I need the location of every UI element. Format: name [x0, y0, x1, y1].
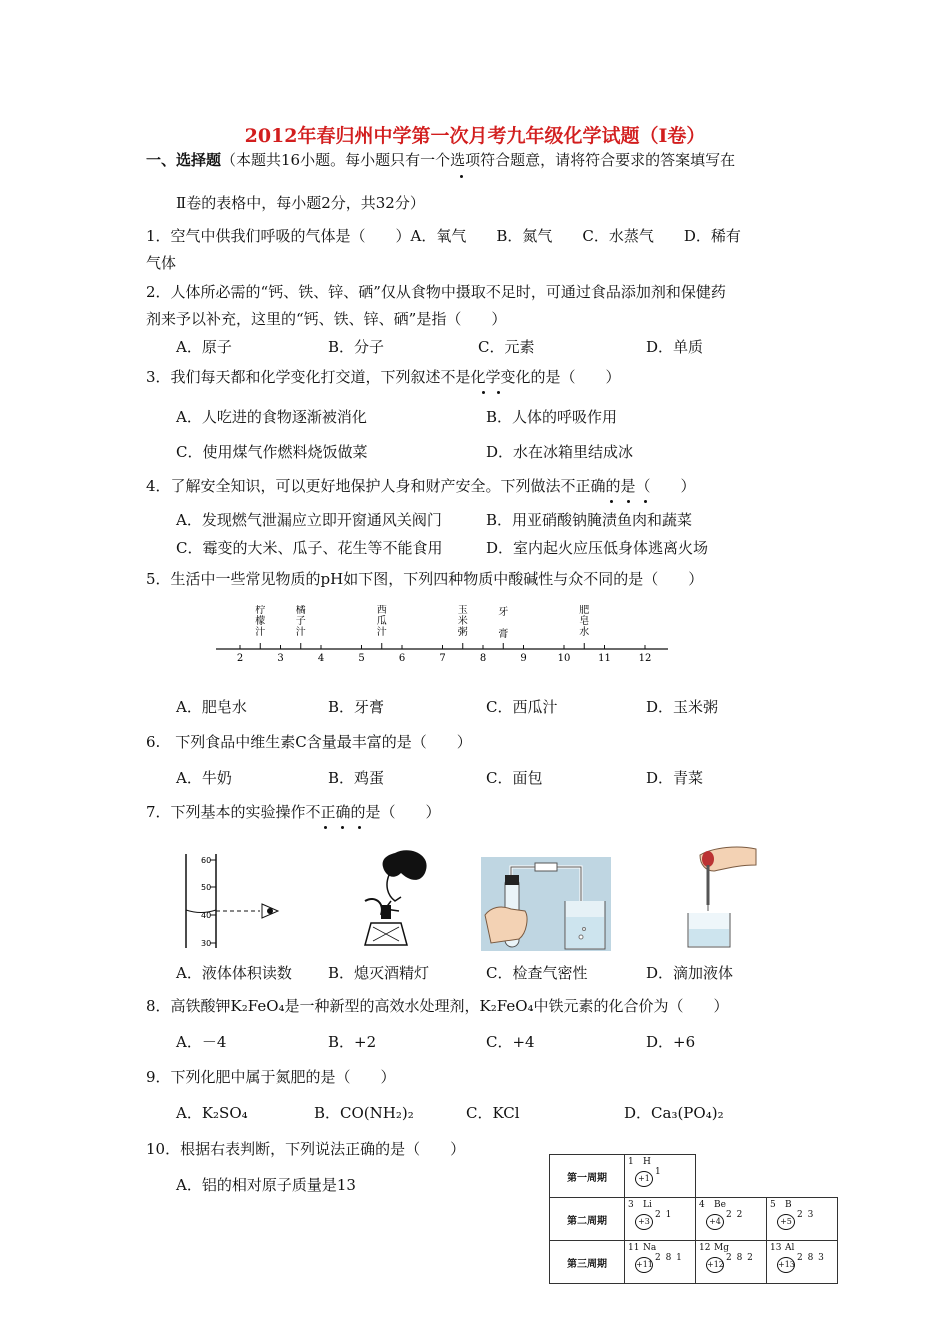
nucleus-icon: +4 [706, 1214, 724, 1230]
q5-option-c: C．西瓜汁 [486, 698, 558, 716]
cylinder-tick-40: 40 [201, 911, 212, 920]
ph-tick-label: 6 [398, 653, 406, 664]
element-cell-Be [696, 1198, 767, 1241]
nucleus-icon: +5 [777, 1214, 795, 1230]
electron-shells: 2 2 [726, 1210, 744, 1220]
cylinder-tick-50: 50 [201, 883, 212, 892]
element-number: 12 [699, 1243, 711, 1253]
cylinder-tick-30: 30 [201, 939, 212, 948]
q2-option-a: A．原子 [176, 338, 232, 356]
q6-stem: 6. 下列食品中维生素C含量最丰富的是（ ） [146, 733, 472, 751]
q2-line1: 2．人体所必需的“钙、铁、锌、硒”仅从食物中摄取不足时，可通过食品添加剂和保健药 [146, 283, 726, 301]
periodic-table [549, 1154, 838, 1284]
q8-option-d: D．+6 [646, 1033, 696, 1051]
emphasis-dot [644, 500, 647, 503]
q1-line1: 1．空气中供我们呼吸的气体是（ ）A．氧气 B．氮气 C．水蒸气 D．稀有 [146, 227, 741, 245]
section-intro-line2: Ⅱ卷的表格中，每小题2分，共32分） [176, 194, 425, 212]
nucleus-icon: +3 [635, 1214, 653, 1230]
q3-option-c: C．使用煤气作燃料烧饭做菜 [176, 443, 368, 461]
ph-tick-label: 8 [479, 653, 487, 664]
nucleus-icon: +13 [777, 1257, 795, 1273]
q9-option-a: A．K₂SO₄ [176, 1104, 248, 1122]
q4-option-b: B．用亚硝酸钠腌渍鱼肉和蔬菜 [486, 511, 693, 529]
electron-shells: 2 3 [797, 1210, 815, 1220]
element-cell-H [625, 1155, 696, 1198]
element-cell-Na [625, 1241, 696, 1284]
emphasis-dot [358, 826, 361, 829]
electron-shells: 1 [655, 1167, 662, 1177]
element-number: 4 [699, 1200, 705, 1210]
q4-stem: 4．了解安全知识，可以更好地保护人身和财产安全。下列做法不正确的是（ ） [146, 477, 696, 495]
period-row-2 [550, 1198, 838, 1241]
airtightness-check-image [481, 857, 611, 951]
q3-stem: 3．我们每天都和化学变化打交道，下列叙述不是化学变化的是（ ） [146, 368, 621, 386]
ph-substance-label: 柠檬汁 [255, 605, 266, 638]
emphasis-dot [324, 826, 327, 829]
q10-option-a: A．铝的相对原子质量是13 [176, 1176, 356, 1194]
ph-tick-label: 2 [236, 653, 244, 664]
q8-option-c: C．+4 [486, 1033, 535, 1051]
period-label-2: 第二周期 [550, 1198, 625, 1241]
q7-option-b: B．熄灭酒精灯 [328, 964, 430, 982]
ph-tick-label: 3 [277, 653, 284, 664]
eye-icon [267, 908, 273, 914]
q7-option-a: A．液体体积读数 [176, 964, 292, 982]
element-cell-Li [625, 1198, 696, 1241]
q3-option-d: D．水在冰箱里结成冰 [486, 443, 634, 461]
q5-option-b: B．牙膏 [328, 698, 385, 716]
q7-option-d: D．滴加液体 [646, 964, 734, 982]
element-number: 11 [628, 1243, 640, 1253]
ph-scale-figure [210, 605, 680, 665]
ph-tick-label: 5 [358, 653, 365, 664]
emphasis-dot [497, 391, 500, 394]
period-label-3: 第三周期 [550, 1241, 625, 1284]
period-row-1 [550, 1155, 838, 1198]
nucleus-icon: +12 [706, 1257, 724, 1273]
electron-shells: 2 8 2 [726, 1253, 754, 1263]
period-label-1: 第一周期 [550, 1155, 625, 1198]
extinguish-lamp-image [355, 845, 445, 951]
q8-option-b: B．+2 [328, 1033, 377, 1051]
q8-option-a: A．－4 [176, 1033, 227, 1051]
ph-substance-label: 橘子汁 [295, 605, 306, 638]
ph-tick-label: 10 [557, 653, 571, 664]
q4-option-d: D．室内起火应压低身体逃离火场 [486, 539, 709, 557]
q5-option-a: A．肥皂水 [176, 698, 247, 716]
element-cell-Mg [696, 1241, 767, 1284]
dropper-image [670, 843, 760, 951]
q6-option-b: B．鸡蛋 [328, 769, 385, 787]
ph-tick-label: 12 [638, 653, 652, 664]
electron-shells: 2 8 3 [797, 1253, 825, 1263]
ph-substance-label: 肥皂水 [579, 605, 590, 638]
ph-tick-label: 7 [439, 653, 446, 664]
q5-option-d: D．玉米粥 [646, 698, 719, 716]
exam-title: 2012年春归州中学第一次月考九年级化学试题（Ⅰ卷） [244, 125, 706, 147]
q5-stem: 5．生活中一些常见物质的pH如下图，下列四种物质中酸碱性与众不同的是（ ） [146, 570, 704, 588]
section-intro [146, 150, 735, 170]
q7-option-c: C．检查气密性 [486, 964, 588, 982]
q6-option-d: D．青菜 [646, 769, 704, 787]
cylinder-tick-60: 60 [201, 856, 212, 865]
q4-option-c: C．霉变的大米、瓜子、花生等不能食用 [176, 539, 443, 557]
q9-option-d: D．Ca₃(PO₄)₂ [624, 1104, 724, 1122]
period-row-3 [550, 1241, 838, 1284]
section-intro-line1: （本题共16小题。每小题只有一个选项符合题意，请将符合要求的答案填写在 [221, 151, 736, 169]
element-cell-Al [767, 1241, 838, 1284]
q7-stem: 7．下列基本的实验操作不正确的是（ ） [146, 803, 441, 821]
q8-stem: 8．高铁酸钾K₂FeO₄是一种新型的高效水处理剂，K₂FeO₄中铁元素的化合价为（ ） [146, 997, 729, 1015]
element-symbol: Na [643, 1243, 657, 1253]
q4-option-a: A．发现燃气泄漏应立即开窗通风关阀门 [176, 511, 442, 529]
ph-tick-label: 11 [598, 653, 611, 664]
q6-option-a: A．牛奶 [176, 769, 232, 787]
cylinder-reading-image [182, 852, 292, 952]
element-symbol: H [643, 1157, 651, 1167]
element-number: 3 [628, 1200, 634, 1210]
emphasis-dot [341, 826, 344, 829]
q2-option-c: C．元素 [478, 338, 535, 356]
q2-option-b: B．分子 [328, 338, 385, 356]
q3-option-b: B．人体的呼吸作用 [486, 408, 618, 426]
ph-substance-label: 西瓜汁 [376, 605, 387, 638]
q9-option-c: C．KCl [466, 1104, 520, 1122]
element-cell-B [767, 1198, 838, 1241]
ph-tick-label: 9 [520, 653, 527, 664]
q10-stem: 10．根据右表判断，下列说法正确的是（ ） [146, 1140, 466, 1158]
element-number: 1 [628, 1157, 634, 1167]
element-symbol: Al [785, 1243, 795, 1253]
element-symbol: B [785, 1200, 792, 1210]
nucleus-icon: +1 [635, 1171, 653, 1187]
q2-option-d: D．单质 [646, 338, 704, 356]
electron-shells: 2 8 1 [655, 1253, 683, 1263]
ph-substance-label: 玉米粥 [457, 605, 468, 638]
element-number: 5 [770, 1200, 776, 1210]
q2-line2: 剂来予以补充，这里的“钙、铁、锌、硒”是指（ ） [146, 310, 507, 328]
nucleus-icon: +11 [635, 1257, 653, 1273]
ph-substance-label: 牙膏 [498, 607, 509, 640]
section-heading: 一、选择题 [146, 151, 222, 169]
element-number: 13 [770, 1243, 782, 1253]
q1-line2: 气体 [146, 254, 177, 272]
emphasis-dot [627, 500, 630, 503]
q6-option-c: C．面包 [486, 769, 543, 787]
emphasis-dot [460, 175, 463, 178]
element-symbol: Li [643, 1200, 652, 1210]
element-symbol: Mg [714, 1243, 729, 1253]
ph-tick-label: 4 [317, 653, 325, 664]
q9-stem: 9．下列化肥中属于氮肥的是（ ） [146, 1068, 396, 1086]
emphasis-dot [610, 500, 613, 503]
q9-option-b: B．CO(NH₂)₂ [314, 1104, 414, 1122]
electron-shells: 2 1 [655, 1210, 673, 1220]
emphasis-dot [482, 391, 485, 394]
element-symbol: Be [714, 1200, 726, 1210]
q3-option-a: A．人吃进的食物逐渐被消化 [176, 408, 367, 426]
